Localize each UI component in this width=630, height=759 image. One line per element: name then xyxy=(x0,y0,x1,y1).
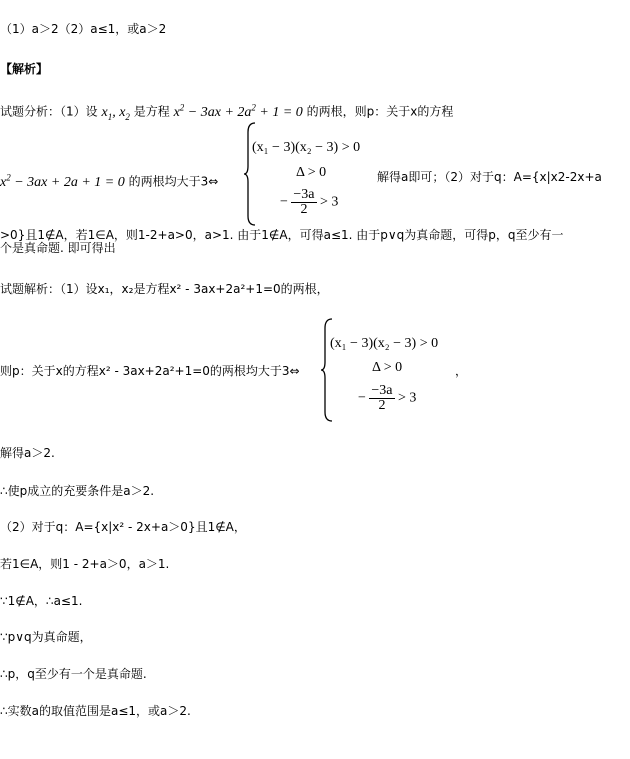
analysis-line-1 xyxy=(0,100,453,123)
solution-line-4: ∴使p成立的充要条件是a＞2. xyxy=(0,484,155,498)
solution-line-6: 若1∈A，则1 - 2+a＞0，a＞1. xyxy=(0,557,170,571)
solution-line-10: ∴实数a的取值范围是a≤1，或a＞2. xyxy=(0,704,191,718)
analysis-text: 的两根均大于3⇔ xyxy=(128,174,219,189)
equation-formula: $x^2 - 3ax + 2a + 1 = 0$ xyxy=(0,172,125,190)
fraction-denominator: 2 xyxy=(300,202,308,217)
fraction-numerator: −3a xyxy=(293,187,315,202)
answer-line: （1）a＞2（2）a≤1，或a＞2 xyxy=(0,22,167,36)
system-row-2: Δ > 0 xyxy=(372,360,403,375)
analysis-text: 的两根，则p：关于x的方程 xyxy=(306,104,454,119)
system-row-2: Δ > 0 xyxy=(296,165,327,180)
left-brace-icon xyxy=(320,318,334,422)
analysis-text: 是方程 xyxy=(133,104,170,119)
system-row-3: − $\frac{-3a}{2}$ > 3 xyxy=(280,187,339,217)
system-row-1: (x₁ − 3)(x₂ − 3) > 0 xyxy=(252,140,361,155)
left-brace-icon xyxy=(243,122,257,226)
fraction-numerator: −3a xyxy=(371,383,393,398)
solution-line-5: （2）对于q：A={x|x² - 2x+a＞0}且1∉A， xyxy=(0,520,246,534)
solution-line-8: ∵p∨q为真命题， xyxy=(0,630,92,644)
analysis-text: 试题分析：（1）设 xyxy=(0,104,98,119)
system-rhs: > 3 xyxy=(398,390,417,406)
system-row-1: (x₁ − 3)(x₂ − 3) > 0 xyxy=(330,336,439,351)
analysis-line-2-tail: 解得a即可；（2）对于q：A={x|x2-2x+a xyxy=(377,170,602,184)
analysis-line-3: >0}且1∉A，若1∈A，则1-2+a>0，a>1. 由于1∉A，可得a≤1. 由于p∨q为真命题，可得p，q至少有一 xyxy=(0,228,564,242)
system-rhs: > 3 xyxy=(320,194,339,210)
system-row-3: − $\frac{-3a}{2}$ > 3 xyxy=(358,383,417,413)
solution-line-7: ∵1∉A，∴a≤1. xyxy=(0,594,83,608)
solution-comma: ， xyxy=(455,364,468,378)
roots-formula: $x_1$, $x_2$ xyxy=(101,104,130,122)
solution-line-3: 解得a＞2. xyxy=(0,446,55,460)
section-title: 【解析】 xyxy=(0,62,49,76)
solution-line-1: 试题解析：（1）设x₁，x₂是方程x² - 3ax+2a²+1=0的两根， xyxy=(0,282,329,296)
fraction-denominator: 2 xyxy=(378,398,386,413)
equation-formula: $x^2 - 3ax + 2a^2 + 1 = 0$ xyxy=(173,102,303,120)
analysis-line-4: 个是真命题. 即可得出 xyxy=(0,241,116,255)
solution-line-2: 则p：关于x的方程x² - 3ax+2a²+1=0的两根均大于3⇔ xyxy=(0,364,300,378)
solution-line-9: ∴p，q至少有一个是真命题. xyxy=(0,667,147,681)
analysis-line-2 xyxy=(0,170,218,190)
